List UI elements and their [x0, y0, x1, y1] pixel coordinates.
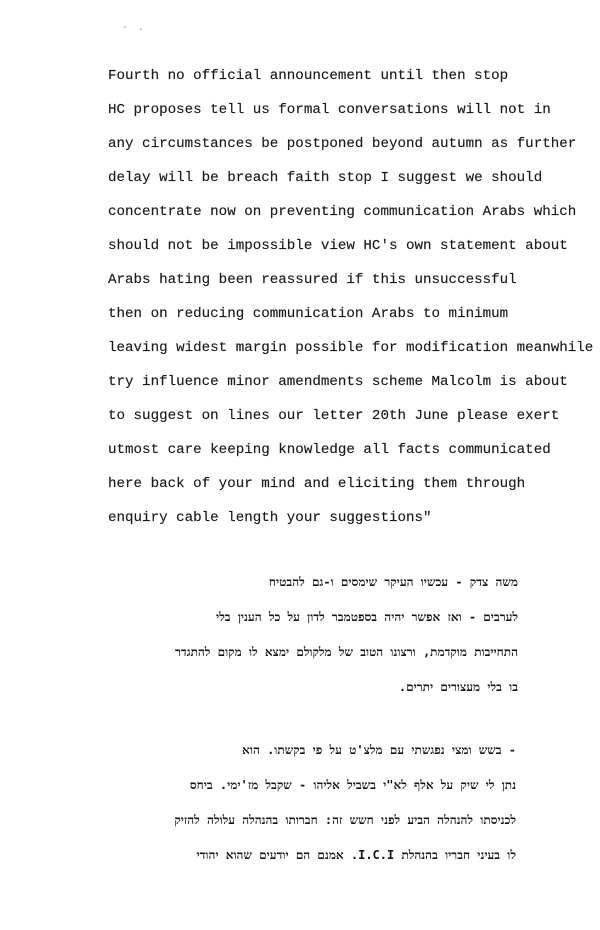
hebrew-text-line: משה צדק - עכשיו העיקר שימסים ו-גם להבטיח	[268, 575, 518, 589]
hebrew-text-line: לו בעיני חבריו בהנהלת I.C.I. אמנם הם יודעים שהוא יהודי	[196, 848, 516, 862]
text-line: leaving widest margin possible for modification meanwhile	[108, 340, 594, 356]
text-line: delay will be breach faith stop I suggest we should	[108, 170, 543, 186]
text-line: utmost care keeping knowledge all facts communicated	[108, 442, 551, 458]
text-line: concentrate now on preventing communication Arabs which	[108, 204, 577, 220]
text-line: to suggest on lines our letter 20th June please exert	[108, 408, 560, 424]
english-cable-text	[108, 62, 594, 538]
hebrew-text-line: - בשש ומצי נפגשתי עם מלצ'ט על פי בקשתו. הוא	[242, 743, 516, 757]
text-line: try influence minor amendments scheme Malcolm is about	[108, 374, 568, 390]
hebrew-paragraph-1	[48, 567, 518, 707]
text-line: then on reducing communication Arabs to minimum	[108, 306, 509, 322]
hebrew-text-line: לכניסתו להנהלה הביע לפני חשש זה: חברותו בהנהלה עלולה להזיק	[174, 813, 516, 827]
text-line: here back of your mind and eliciting them through	[108, 476, 526, 492]
text-line: enquiry cable length your suggestions"	[108, 510, 432, 526]
hebrew-text-line: לערבים - ואז אפשר יהיה בספטמבר לדון על כל הענין בלי	[216, 610, 518, 624]
text-line: HC proposes tell us formal conversations will not in	[108, 102, 551, 118]
text-line: should not be impossible view HC's own statement about	[108, 238, 568, 254]
text-line: Fourth no official announcement until then stop	[108, 68, 509, 84]
hebrew-text-line: בו בלי מעצורים יתרים.	[398, 680, 518, 694]
page-speck-mark: - .	[122, 22, 147, 33]
text-line: Arabs hating been reassured if this unsuccessful	[108, 272, 517, 288]
text-line: any circumstances be postponed beyond autumn as further	[108, 136, 577, 152]
hebrew-text-line: התחייבות מוקדמת, ורצונו הטוב של מלקולם ימצא לו מקום להתגדר	[174, 645, 518, 659]
hebrew-paragraph-2	[46, 735, 516, 875]
hebrew-text-line: נתן לי שיק על אלף לא"י בשביל אליהו - שקבל מז'ימי. ביחס	[189, 778, 516, 792]
